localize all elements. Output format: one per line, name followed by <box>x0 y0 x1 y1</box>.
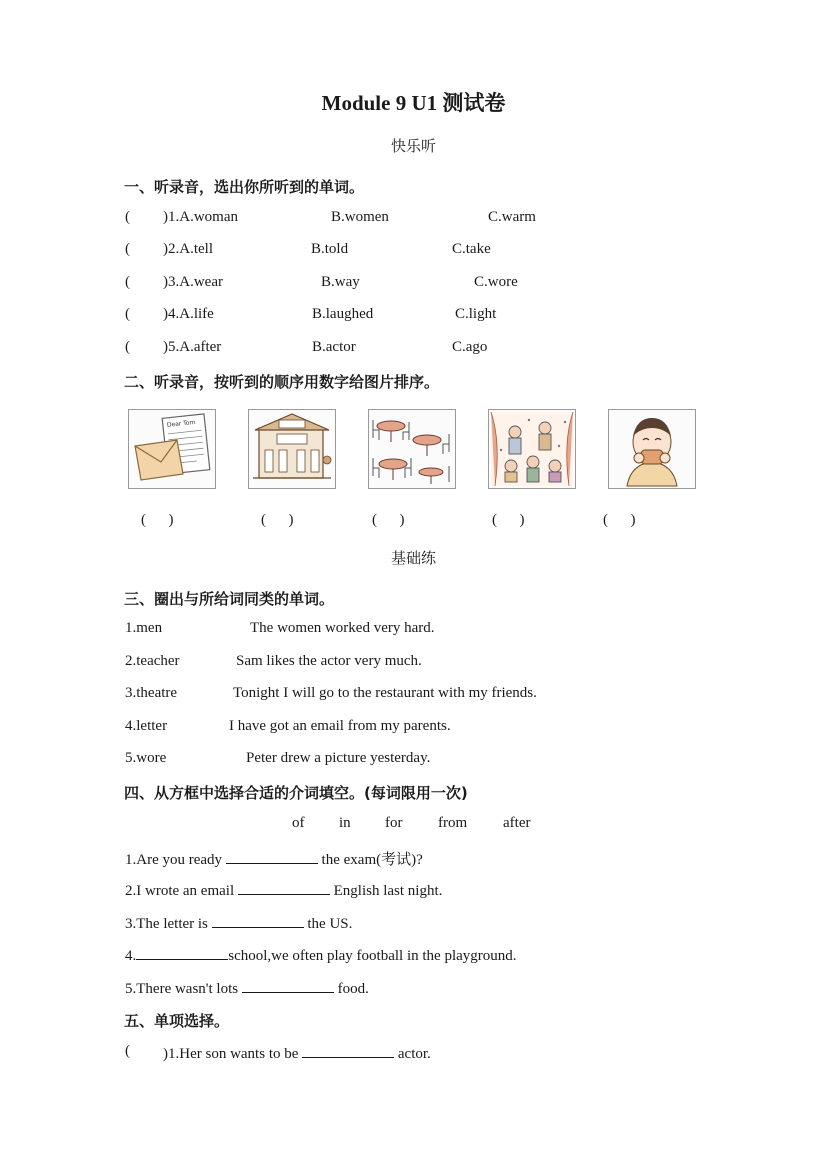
item-text-after: English last night. <box>329 883 443 899</box>
option-a: )4.A.life <box>163 306 214 322</box>
letter-greeting: Dear Tom <box>166 418 196 429</box>
option-a: )2.A.tell <box>163 241 213 257</box>
picture-5-answer[interactable]: ( ) <box>603 512 636 528</box>
party-picture <box>488 409 576 489</box>
given-word: 4.letter <box>125 718 168 734</box>
fill-blank-item <box>125 945 517 965</box>
given-word: 2.teacher <box>125 653 180 669</box>
answer-blank[interactable] <box>302 1043 394 1058</box>
answer-paren[interactable]: ( <box>125 209 130 225</box>
restaurant-icon <box>369 410 455 488</box>
option-b: B.way <box>321 274 360 290</box>
option-c: C.ago <box>452 339 488 355</box>
section-4-heading: 四、从方框中选择合适的介词填空。(每词限用一次) <box>124 784 468 802</box>
eating-picture <box>608 409 696 489</box>
item-text-after: school,we often play football in the playground. <box>228 948 517 964</box>
item-text-before: 3.The letter is <box>125 916 212 932</box>
sentence[interactable]: Peter drew a picture yesterday. <box>246 750 431 766</box>
word-bank-item: after <box>503 815 531 831</box>
word-bank-item: for <box>385 815 403 831</box>
subtitle-listen: 快乐听 <box>390 137 436 155</box>
item-text-after: the exam(考试)? <box>317 852 423 868</box>
item-text-before: 5.There wasn't lots <box>125 981 242 997</box>
answer-blank[interactable] <box>238 880 330 895</box>
option-b: B.told <box>311 241 349 257</box>
word-bank-item: of <box>292 815 305 831</box>
section-5-heading: 五、单项选择。 <box>124 1012 230 1030</box>
given-word: 5.wore <box>125 750 167 766</box>
sentence[interactable]: Tonight I will go to the restaurant with my friends. <box>233 685 537 701</box>
restaurant-picture <box>368 409 456 489</box>
option-a: )1.A.woman <box>163 209 238 225</box>
option-c: C.wore <box>474 274 518 290</box>
answer-blank[interactable] <box>136 945 228 960</box>
item-text-after: food. <box>333 981 369 997</box>
given-word: 3.theatre <box>125 685 178 701</box>
fill-blank-item <box>125 978 369 998</box>
item-text-before: 2.I wrote an email <box>125 883 238 899</box>
option-b: B.actor <box>312 339 356 355</box>
section-3-heading: 三、圈出与所给词同类的单词。 <box>124 590 335 608</box>
answer-paren[interactable]: ( <box>125 241 130 257</box>
item-text-after: actor. <box>394 1046 431 1062</box>
answer-blank[interactable] <box>212 913 304 928</box>
sentence[interactable]: The women worked very hard. <box>250 620 435 636</box>
answer-paren[interactable]: ( <box>125 274 130 290</box>
section-1-heading: 一、听录音，选出你所听到的单词。 <box>124 178 365 196</box>
picture-4-answer[interactable]: ( ) <box>492 512 525 528</box>
word-bank-item: in <box>339 815 351 831</box>
item-text-before: 1.Are you ready <box>125 852 226 868</box>
letter-icon <box>129 410 215 488</box>
fill-blank-item <box>125 880 442 900</box>
subtitle-basic: 基础练 <box>390 549 436 567</box>
option-a: )5.A.after <box>163 339 222 355</box>
theatre-icon <box>249 410 335 488</box>
option-c: C.warm <box>488 209 536 225</box>
answer-paren[interactable]: ( <box>125 339 130 355</box>
eating-boy-icon <box>609 410 695 488</box>
sentence[interactable]: Sam likes the actor very much. <box>236 653 422 669</box>
answer-paren[interactable]: ( <box>125 306 130 322</box>
theatre-picture <box>248 409 336 489</box>
option-c: C.light <box>455 306 497 322</box>
fill-blank-item <box>125 848 423 869</box>
picture-2-answer[interactable]: ( ) <box>261 512 294 528</box>
section-2-heading: 二、听录音，按听到的顺序用数字给图片排序。 <box>124 373 440 391</box>
fill-blank-item <box>125 913 352 933</box>
picture-1-answer[interactable]: ( ) <box>141 512 174 528</box>
page-title: Module 9 U1 测试卷 <box>321 91 506 115</box>
answer-paren[interactable]: ( <box>125 1043 130 1059</box>
sentence[interactable]: I have got an email from my parents. <box>229 718 451 734</box>
party-icon <box>489 410 575 488</box>
option-c: C.take <box>452 241 491 257</box>
picture-3-answer[interactable]: ( ) <box>372 512 405 528</box>
option-b: B.laughed <box>312 306 374 322</box>
item-text-before: )1.Her son wants to be <box>163 1046 303 1062</box>
option-a: )3.A.wear <box>163 274 223 290</box>
choice-item <box>163 1043 431 1063</box>
option-b: B.women <box>331 209 389 225</box>
answer-blank[interactable] <box>226 849 318 864</box>
letter-picture <box>128 409 216 489</box>
answer-blank[interactable] <box>242 978 334 993</box>
item-text-before: 4. <box>125 948 137 964</box>
item-text-after: the US. <box>303 916 353 932</box>
given-word: 1.men <box>125 620 163 636</box>
word-bank-item: from <box>438 815 468 831</box>
